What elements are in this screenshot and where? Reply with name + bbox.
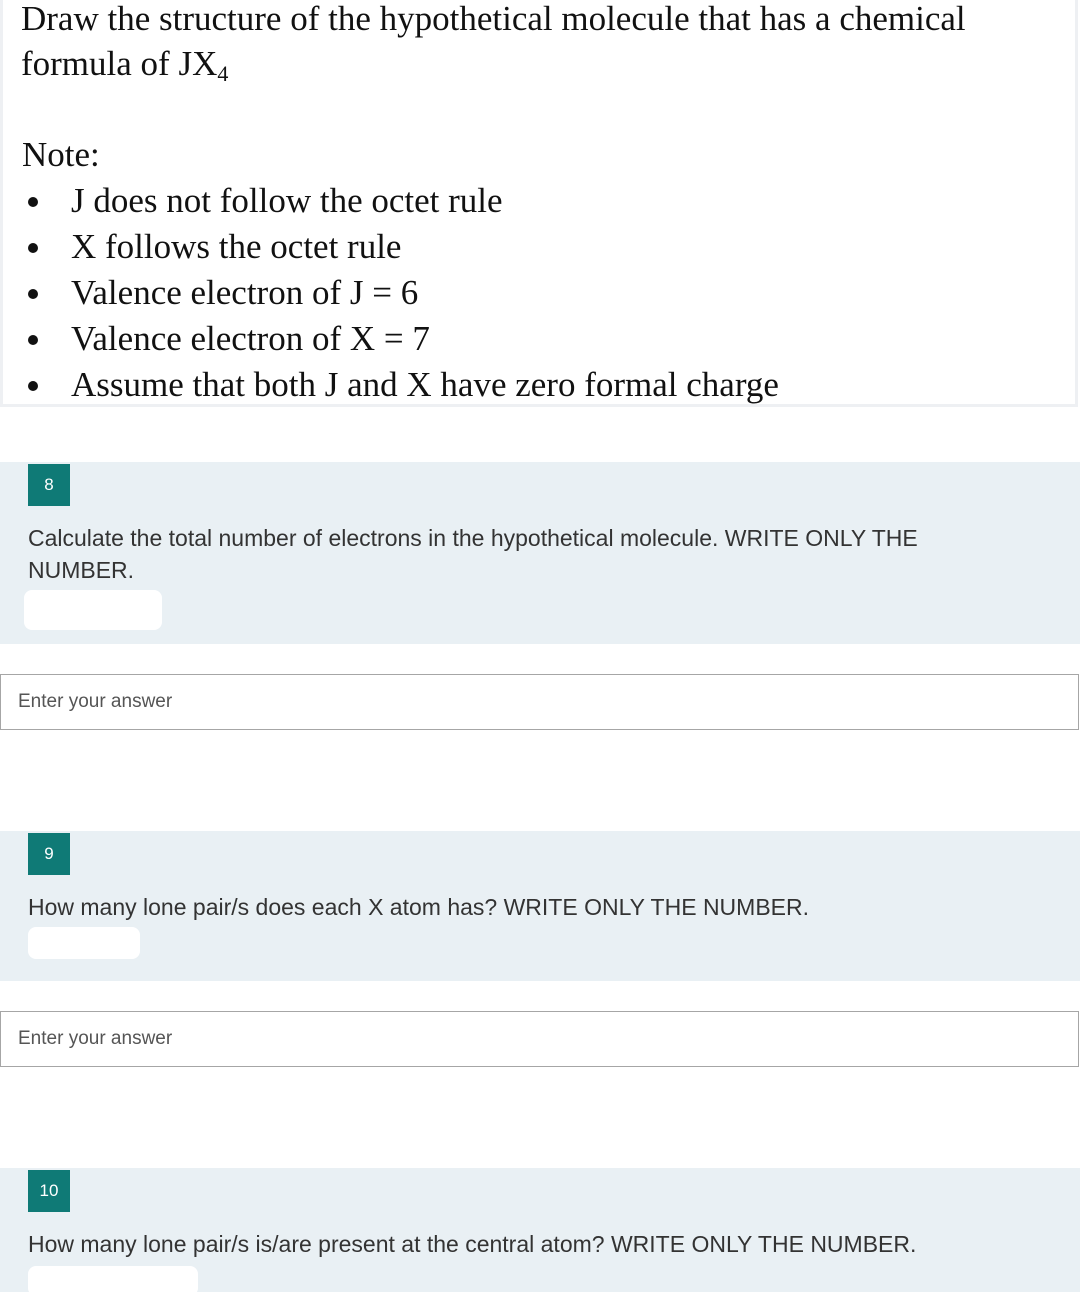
redaction-mark (24, 590, 162, 630)
question-number-badge: 10 (28, 1170, 70, 1212)
instruction-title-text: Draw the structure of the hypothetical molecule that has a chemical formula of JX (21, 0, 966, 83)
redaction-mark (28, 927, 140, 959)
instruction-title (21, 0, 1071, 86)
note-item (3, 180, 779, 226)
note-item-text: X follows the octet rule (71, 227, 402, 266)
question-card-9 (0, 831, 1080, 981)
answer-input[interactable] (1, 1012, 1078, 1066)
note-item-text: Assume that both J and X have zero formal charge (71, 365, 779, 404)
note-item (3, 318, 779, 364)
formula-subscript: 4 (217, 61, 229, 86)
note-item-text: J does not follow the octet rule (71, 181, 503, 220)
bullet-icon (28, 335, 38, 345)
question-number-badge: 8 (28, 464, 70, 506)
note-item (3, 272, 779, 318)
answer-input[interactable] (1, 675, 1078, 729)
bullet-icon (28, 197, 38, 207)
answer-field-9[interactable] (0, 1011, 1079, 1067)
question-number-badge: 9 (28, 833, 70, 875)
note-item (3, 226, 779, 272)
note-item-text: Valence electron of X = 7 (71, 319, 430, 358)
note-item (3, 364, 779, 410)
answer-field-8[interactable] (0, 674, 1079, 730)
note-item-text: Valence electron of J = 6 (71, 273, 419, 312)
question-card-8 (0, 462, 1080, 644)
question-text: Calculate the total number of electrons in the hypothetical molecule. WRITE ONLY THE NUMBER. (28, 525, 918, 583)
bullet-icon (28, 243, 38, 253)
question-text: How many lone pair/s is/are present at the central atom? WRITE ONLY THE NUMBER. (28, 1231, 917, 1257)
bullet-icon (28, 289, 38, 299)
note-list (3, 180, 779, 410)
note-label: Note: (22, 135, 100, 174)
question-text: How many lone pair/s does each X atom has? WRITE ONLY THE NUMBER. (28, 894, 810, 920)
bullet-icon (28, 381, 38, 391)
question-instruction-image (0, 0, 1078, 407)
question-card-10 (0, 1168, 1080, 1292)
